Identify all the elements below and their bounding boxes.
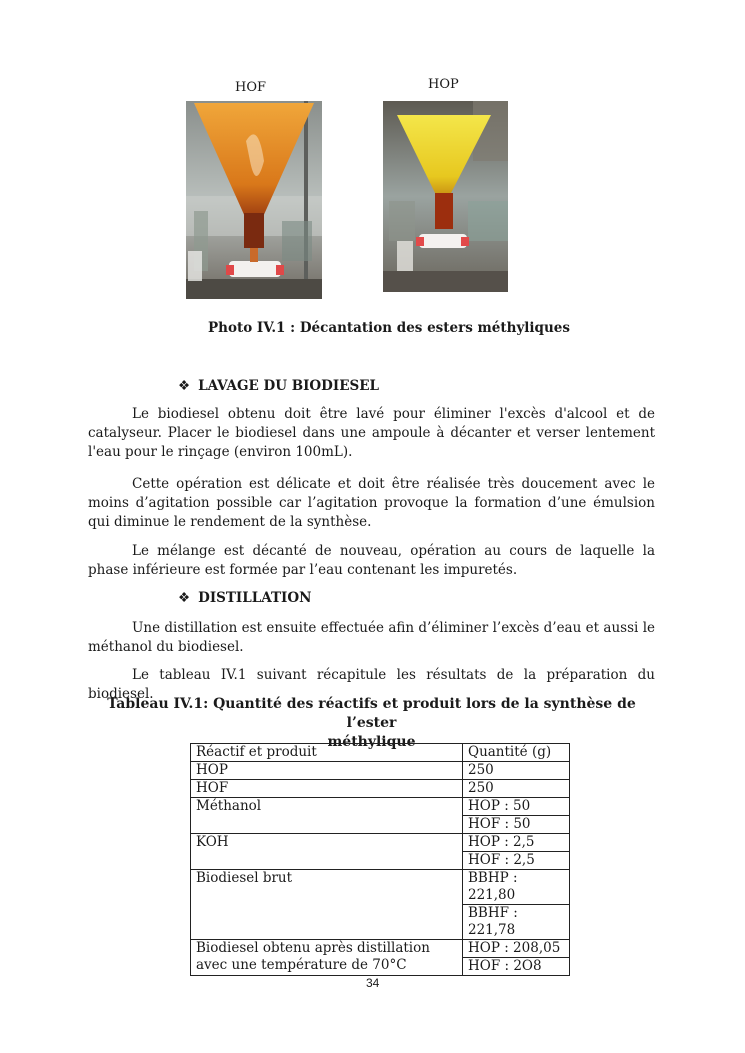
lavage-paragraph-1 bbox=[88, 405, 655, 462]
table-row bbox=[191, 762, 570, 780]
lavage-paragraph-3 bbox=[88, 542, 655, 580]
table-row bbox=[191, 870, 570, 905]
lavage-paragraph-1-text: Le biodiesel obtenu doit être lavé pour éliminer l'excès d'alcool et de catalyseur. Placer le biodiesel dans une ampoule à décanter et verser lentement l'eau pour le rinçage (environ 100mL). bbox=[88, 406, 655, 460]
cell-distillation-label-line-2: avec une température de 70°C bbox=[196, 957, 407, 973]
summary-paragraph-text: Le tableau IV.1 suivant récapitule les résultats de la préparation du biodiesel. bbox=[88, 667, 655, 702]
cell-distillation-v2: HOF : 2O8 bbox=[463, 958, 570, 976]
cell-hop-value: 250 bbox=[463, 762, 570, 780]
header-quantite: Quantité (g) bbox=[463, 744, 570, 762]
lavage-paragraph-3-text: Le mélange est décanté de nouveau, opération au cours de laquelle la phase inférieure est formée par l’eau contenant les impuretés. bbox=[88, 543, 655, 578]
table-caption-line-2: méthylique bbox=[327, 734, 416, 750]
photo-hof-separatory-funnel bbox=[186, 101, 322, 299]
lavage-paragraph-2 bbox=[88, 475, 655, 532]
cell-koh-v2: HOF : 2,5 bbox=[463, 852, 570, 870]
cell-distillation-label bbox=[191, 940, 463, 976]
table-row bbox=[191, 798, 570, 816]
page-number: 34 bbox=[366, 976, 380, 990]
results-table bbox=[190, 743, 570, 976]
photo-caption: Photo IV.1 : Décantation des esters méthyliques bbox=[208, 320, 570, 336]
cell-koh-v1: HOP : 2,5 bbox=[463, 834, 570, 852]
lavage-heading bbox=[178, 378, 379, 394]
cell-distillation-label-line-1: Biodiesel obtenu après distillation bbox=[196, 940, 430, 956]
cell-methanol-label: Méthanol bbox=[191, 798, 463, 834]
table-caption-line-1: Tableau IV.1: Quantité des réactifs et produit lors de la synthèse de l’ester bbox=[107, 696, 636, 731]
photo-label-hof: HOF bbox=[235, 80, 267, 95]
cell-brut-v2: BBHF : 221,78 bbox=[463, 905, 570, 940]
cell-hof-label: HOF bbox=[191, 780, 463, 798]
photo-hop-separatory-funnel bbox=[383, 101, 508, 292]
distillation-heading bbox=[178, 590, 311, 606]
distillation-heading-text: DISTILLATION bbox=[198, 590, 312, 606]
table-header-row bbox=[191, 744, 570, 762]
cell-brut-v1: BBHP : 221,80 bbox=[463, 870, 570, 905]
distillation-paragraph bbox=[88, 619, 655, 657]
photo-label-hop: HOP bbox=[428, 77, 459, 92]
header-reactif: Réactif et produit bbox=[191, 744, 463, 762]
table-row bbox=[191, 780, 570, 798]
lavage-heading-text: LAVAGE DU BIODIESEL bbox=[198, 378, 380, 394]
cell-methanol-v1: HOP : 50 bbox=[463, 798, 570, 816]
cell-hof-value: 250 bbox=[463, 780, 570, 798]
cell-distillation-v1: HOP : 208,05 bbox=[463, 940, 570, 958]
diamond-bullet-icon: ❖ bbox=[178, 378, 191, 394]
cell-methanol-v2: HOF : 50 bbox=[463, 816, 570, 834]
cell-koh-label: KOH bbox=[191, 834, 463, 870]
table-row bbox=[191, 834, 570, 852]
cell-brut-label: Biodiesel brut bbox=[191, 870, 463, 940]
lavage-paragraph-2-text: Cette opération est délicate et doit être réalisée très doucement avec le moins d’agitation possible car l’agitation provoque la formation d’une émulsion qui diminue le rendement de la synthèse. bbox=[88, 476, 655, 530]
diamond-bullet-icon: ❖ bbox=[178, 590, 191, 606]
distillation-paragraph-text: Une distillation est ensuite effectuée afin d’éliminer l’excès d’eau et aussi le méthanol du biodiesel. bbox=[88, 620, 655, 655]
cell-hop-label: HOP bbox=[191, 762, 463, 780]
table-row bbox=[191, 940, 570, 958]
